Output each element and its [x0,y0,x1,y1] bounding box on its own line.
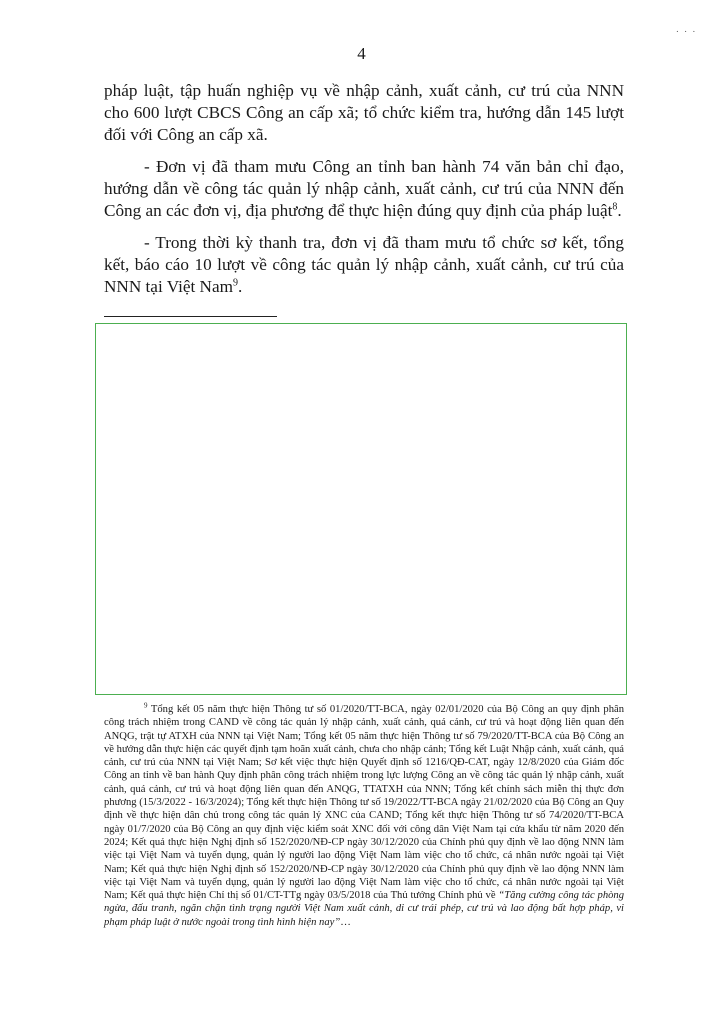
paragraph-end: . [617,201,622,220]
selection-box [95,323,627,695]
footnote-quote: “Tăng cường công tác phòng ngừa, đấu tranh, ngăn chặn tình trạng người Việt Nam xuất cảnh, di cư trái phép, cư trú và lao động bất hợp pháp, vi phạm pháp luật ở nước ngoài trong tình hình hiện nay” [104,890,625,928]
page-number: 4 [357,44,366,63]
paragraph-guidance-documents [104,156,624,222]
footnote-separator [104,316,277,317]
paragraph-continuation: pháp luật, tập huấn nghiệp vụ về nhập cảnh, xuất cảnh, cư trú của NNN cho 600 lượt CBCS Công an cấp xã; tổ chức kiểm tra, hướng dẫn 145 lượt đối với Công an cấp xã. [104,81,624,144]
footnote-9 [104,703,624,929]
footnote-body: Tổng kết 05 năm thực hiện Thông tư số 01/2020/TT-BCA, ngày 02/01/2020 của Bộ Công an quy định phân công trách nhiệm trong CAND về công tác quản lý nhập cảnh, xuất cảnh, quá cảnh, cư trú và hoạt động liên quan đến ANQG, trật tự ATXH của NNN tại Việt Nam; Tổng kết 05 năm thực hiện Thông tư số 79/2020/TT-BCA của Bộ Công an về hướng dẫn thực hiện các quyết định tạm hoãn xuất cảnh, chưa cho nhập cảnh; Tổng kết Luật Nhập cảnh, xuất cảnh, quá cảnh, cư trú của NNN tại Việt Nam; Sơ kết việc thực hiện Quyết định số 1216/QĐ-CAT, ngày 12/8/2020 của Giám đốc Công an tỉnh về ban hành Quy định phân công trách nhiệm trong lực lượng Công an về công tác quản lý nhập cảnh, xuất cảnh, quá cảnh, cư trú và hoạt động liên quan đến ANQG, TTATXH của NNN; Tổng kết chính sách miễn thị thực đơn phương (15/3/2022 - 16/3/2024); Tổng kết thực hiện Thông tư số 19/2022/TT-BCA ngày 21/02/2020 của Bộ Công an Quy định về thực hiện dân chủ trong công tác quản lý XNC của CAND; Tổng kết thực hiện Thông tư số 74/2020/TT-BCA ngày 01/7/2020 của Bộ Công an quy định việc kiểm soát XNC đối với công dân Việt Nam tại cửa khẩu từ năm 2020 đến 2024; Kết quả thực hiện Nghị định số 152/2020/NĐ-CP ngày 30/12/2020 của Chính phủ quy định về lao động NNN làm việc tại Việt Nam và tuyển dụng, quản lý người lao động Việt Nam làm việc cho tổ chức, cá nhân nước ngoài tại Việt Nam; Kết quả thực hiện Nghị định số 152/2020/NĐ-CP ngày 30/12/2020 của Chính phủ quy định về lao động NNN làm việc tại Việt Nam và tuyển dụng, quản lý người lao động Việt Nam làm việc cho tổ chức, cá nhân nước ngoài tại Việt Nam; Kết quả thực hiện Chỉ thị số 01/CT-TTg ngày 03/5/2018 của Thủ tướng Chính phủ về [104,704,624,902]
paragraph-text: - Đơn vị đã tham mưu Công an tỉnh ban hành 74 văn bản chỉ đạo, hướng dẫn về công tác quản lý nhập cảnh, xuất cảnh, cư trú của NNN đến Công an các đơn vị, địa phương để thực hiện đúng quy định của pháp luật [104,157,624,220]
footnote-ref-8[interactable]: 8 [612,201,618,213]
footnote-text [104,703,624,929]
footnote-tail: … [340,916,351,928]
body-text [104,80,624,308]
corner-mark: ... [676,24,701,34]
paragraph-text: - Trong thời kỳ thanh tra, đơn vị đã tham mưu tổ chức sơ kết, tổng kết, báo cáo 10 lượt về công tác quản lý nhập cảnh, xuất cảnh, cư trú của NNN tại Việt Nam [104,233,624,296]
paragraph-reports [104,232,624,298]
footnote-ref-9[interactable]: 9 [232,277,238,289]
footnote-marker: 9 [144,701,148,710]
paragraph-end: . [237,277,243,296]
